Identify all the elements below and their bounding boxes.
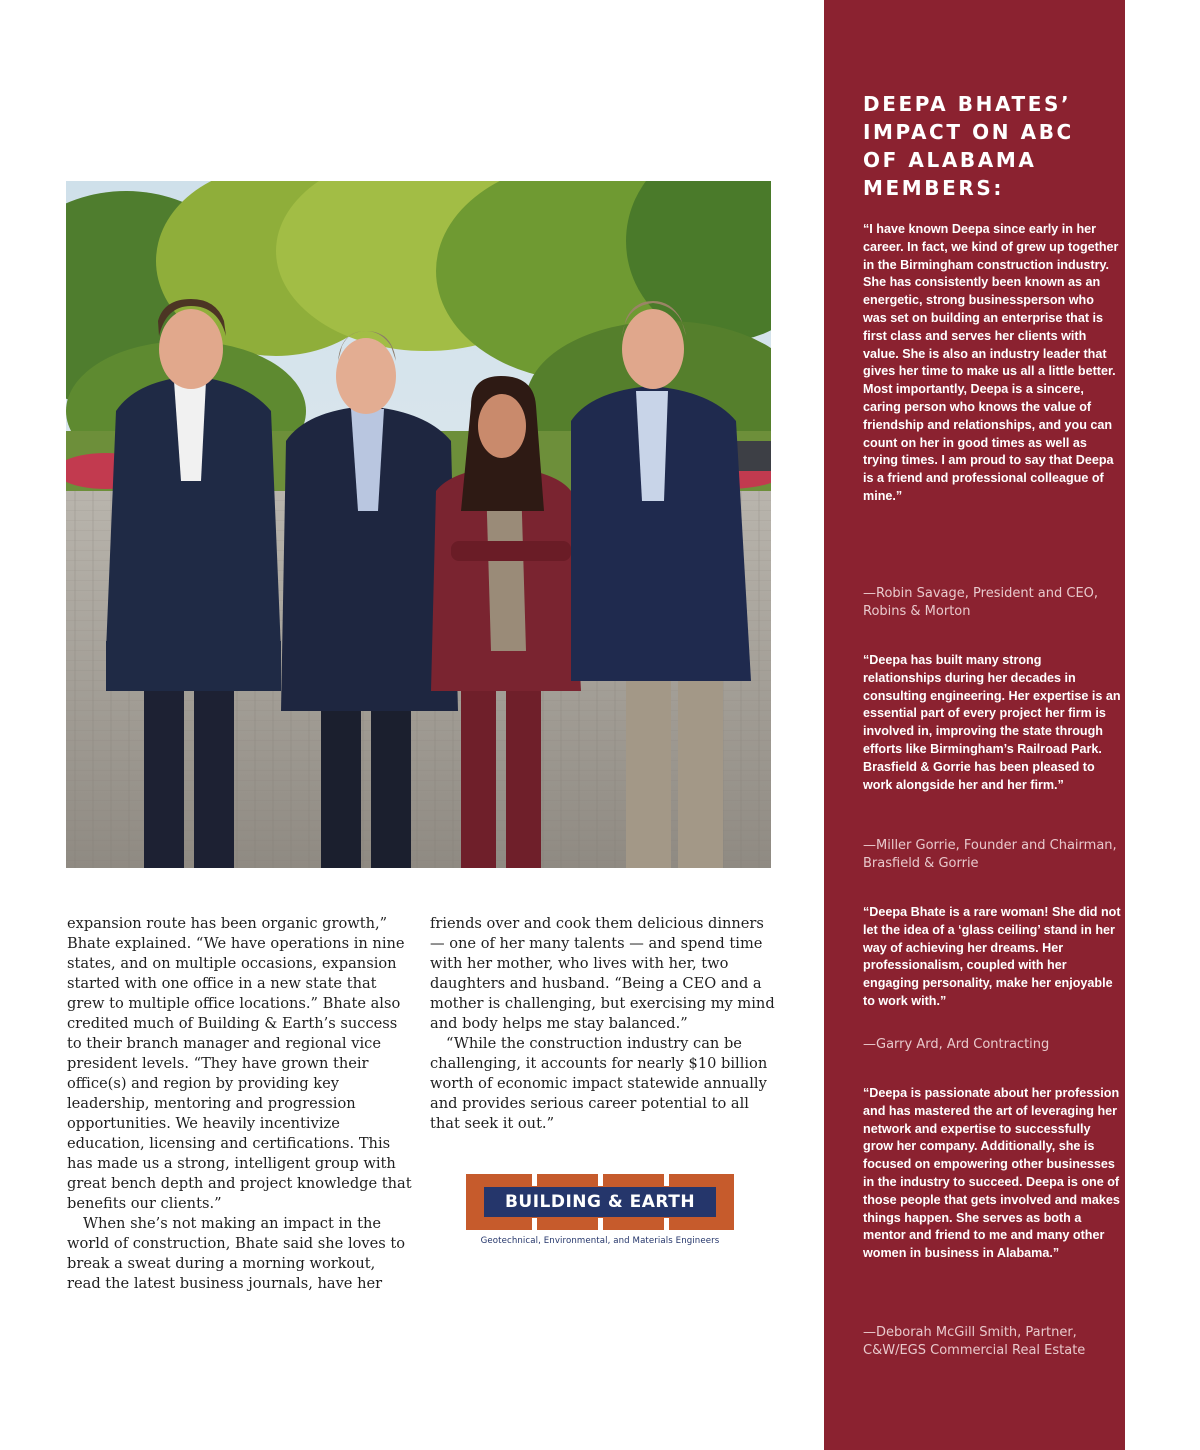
article-paragraph: friends over and cook them delicious dinners — one of her many talents — and spend time with her mother, who lives with her, two daughters and husband. “Being a CEO and a mother is challenging, but exercising my mind and body helps me stay balanced.” (430, 915, 775, 1032)
article-column-middle (430, 914, 775, 1134)
sidebar-title: DEEPA BHATES’ IMPACT ON ABC OF ALABAMA MEMBERS: (863, 92, 1074, 200)
logo-slot (598, 1174, 603, 1186)
article-column-left (67, 914, 412, 1294)
group-photo (66, 181, 771, 868)
logo-slot (532, 1174, 537, 1186)
testimonial-attribution: —Garry Ard, Ard Contracting (863, 1037, 1050, 1052)
logo-slot (598, 1218, 603, 1230)
article-paragraph: When she’s not making an impact in the world of construction, Bhate said she loves to break a sweat during a morning workout, read the latest business journals, have her (67, 1215, 406, 1292)
article-paragraph: “While the construction industry can be challenging, it accounts for nearly $10 billion worth of economic impact statewide annually and provides serious career potential to all that seek it out.” (430, 1035, 768, 1132)
logo-tagline: Geotechnical, Environmental, and Materials Engineers (480, 1236, 720, 1246)
group-photo-illustration (66, 181, 771, 868)
logo-slot (664, 1174, 669, 1186)
building-and-earth-logo (466, 1174, 734, 1250)
logo-slot (532, 1218, 537, 1230)
logo-name: BUILDING & EARTH (484, 1187, 716, 1217)
testimonial-quote: “I have known Deepa since early in her career. In fact, we kind of grew up together in the Birmingham construction industry. She has consistently been known as an energetic, strong businessperson who was set on building an enterprise that is first class and serves her clients with value. She is also an industry leader that gives her time to make us all a little better. Most importantly, Deepa is a sincere, caring person who knows the value of friendship and relationships, and you can count on her in good times as well as trying times. I am proud to say that Deepa is a friend and professional colleague of mine.” (863, 222, 1119, 503)
logo-slot (664, 1218, 669, 1230)
testimonial-attribution: —Robin Savage, President and CEO, Robins & Morton (863, 586, 1099, 619)
testimonial-quote: “Deepa has built many strong relationships during her decades in consulting engineering. Her expertise is an essential part of every project her firm is involved in, improving the state through efforts like Birmingham’s Railroad Park. Brasfield & Gorrie has been pleased to work alongside her and her firm.” (863, 653, 1121, 792)
testimonial-sidebar (824, 0, 1125, 1450)
testimonial-attribution: —Deborah McGill Smith, Partner, C&W/EGS Commercial Real Estate (863, 1325, 1086, 1358)
article-paragraph: expansion route has been organic growth,” Bhate explained. “We have operations in nine states, and on multiple occasions, expansion started with one office in a new state that grew to multiple office locations.” Bhate also credited much of Building & Earth’s success to their branch manager and regional vice president levels. “They have grown their office(s) and region by providing key leadership, mentoring and progression opportunities. We heavily incentivize education, licensing and certifications. This has made us a strong, intelligent group with great bench depth and project knowledge that benefits our clients.” (67, 915, 412, 1212)
testimonial-attribution: —Miller Gorrie, Founder and Chairman, Brasfield & Gorrie (863, 838, 1117, 871)
testimonial-quote: “Deepa is passionate about her profession and has mastered the art of leveraging her network and expertise to successfully grow her company. Additionally, she is focused on empowering other businesses in the industry to succeed. Deepa is one of those people that gets involved and makes things happen. She serves as both a mentor and friend to me and many other women in business in Alabama.” (863, 1086, 1120, 1261)
testimonial-quote: “Deepa Bhate is a rare woman! She did not let the idea of a ‘glass ceiling’ stand in her way of achieving her dreams. Her professionalism, coupled with her engaging personality, make her enjoyable to work with.” (863, 905, 1121, 1008)
